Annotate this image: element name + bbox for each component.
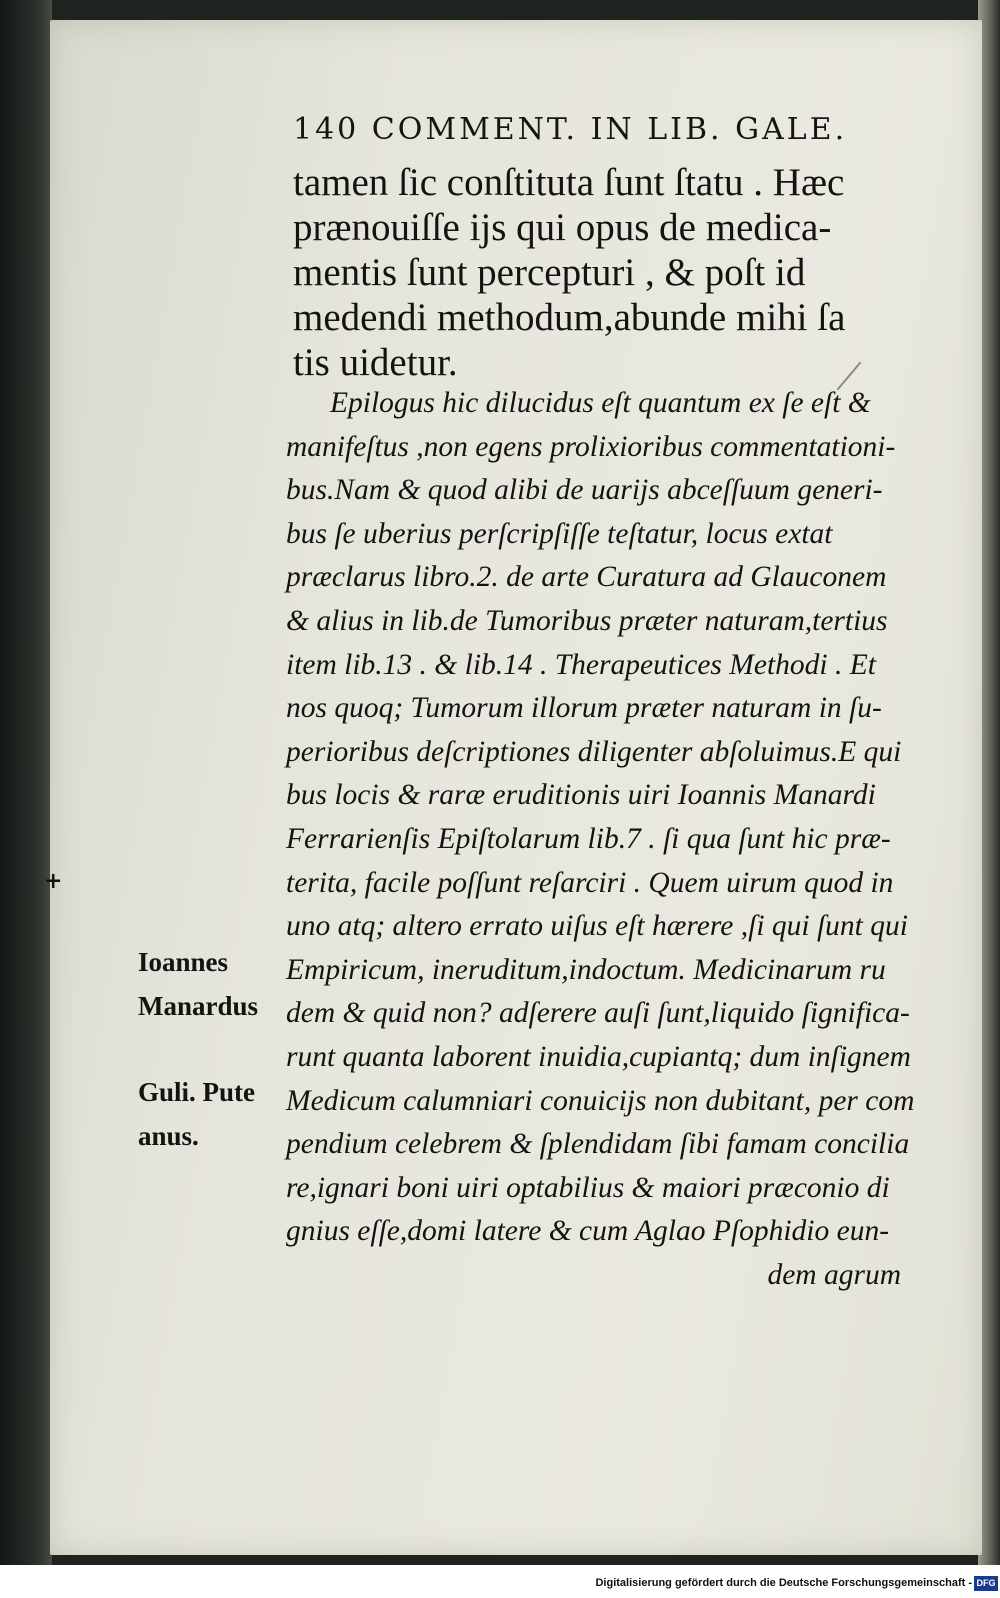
main-text-line: mentis ſunt percepturi , & poſt id	[293, 251, 806, 294]
commentary-line: perioribus deſcriptiones diligenter abſoluimus.E qui	[286, 735, 902, 768]
commentary-line: bus ſe uberius perſcripſiſſe teſtatur, locus extat	[286, 517, 833, 550]
margin-note-line: Guli. Pute	[138, 1077, 256, 1107]
running-head: 140 COMMENT. IN LIB. GALE.	[293, 112, 848, 147]
commentary-line: item lib.13 . & lib.14 . Therapeutices Methodi . Et	[286, 648, 876, 681]
margin-note-line: Manardus	[138, 991, 259, 1021]
main-text-block	[293, 160, 918, 385]
margin-note-manardus	[138, 940, 258, 1028]
footer-bar	[0, 1565, 1000, 1598]
margin-cross-mark: +	[44, 868, 63, 894]
commentary-line: præclarus libro.2. de arte Curatura ad Glauconem	[286, 561, 887, 594]
commentary-line: uno atq; altero errato uiſus eſt hærere ,ſi qui ſunt qui	[286, 910, 908, 943]
catchword: dem agrum	[767, 1258, 901, 1291]
margin-note-line: anus.	[138, 1121, 199, 1151]
commentary-line: Empiricum, ineruditum,indoctum. Medicinarum ru	[286, 953, 886, 986]
commentary-line: Epilogus hic dilucidus eſt quantum ex ſe eſt &	[330, 387, 871, 419]
commentary-line: & alius in lib.de Tumoribus præter naturam,tertius	[286, 604, 888, 637]
funding-credit: Digitalisierung gefördert durch die Deutsche Forschungsgemeinschaft -	[595, 1577, 972, 1589]
commentary-block	[286, 382, 915, 1297]
dfg-logo-icon: DFG	[974, 1576, 998, 1591]
margin-note-line: Ioannes	[138, 947, 229, 977]
main-text-line: prænouiſſe ijs qui opus de medica-	[293, 206, 832, 249]
commentary-line: bus.Nam & quod alibi de uarijs abceſſuum generi-	[286, 474, 883, 507]
commentary-line: gnius eſſe,domi latere & cum Aglao Pſophidio eun-	[286, 1215, 890, 1248]
commentary-line: manifeſtus ,non egens prolixioribus commentationi-	[286, 430, 896, 463]
commentary-line: runt quanta laborent inuidia,cupiantq; dum inſignem	[286, 1040, 911, 1073]
commentary-line: pendium celebrem & ſplendidam ſibi famam concilia	[286, 1128, 910, 1161]
commentary-line: Ferrarienſis Epiſtolarum lib.7 . ſi qua ſunt hic præ-	[286, 822, 891, 855]
main-text-line: medendi methodum,abunde mihi ſa	[293, 296, 846, 339]
commentary-line: nos quoq; Tumorum illorum præter naturam in ſu-	[286, 692, 882, 725]
commentary-line: Medicum calumniari conuicijs non dubitant, per com	[286, 1084, 915, 1117]
commentary-line: re,ignari boni uiri optabilius & maiori præconio di	[286, 1171, 890, 1204]
margin-note-puteanus	[138, 1070, 255, 1158]
main-text-line: tamen ſic conſtituta ſunt ſtatu . Hæc	[293, 161, 845, 204]
commentary-line: dem & quid non? adſerere auſi ſunt,liquido ſignifica-	[286, 997, 910, 1030]
commentary-line: bus locis & raræ eruditionis uiri Ioannis Manardi	[286, 779, 876, 812]
commentary-line: terita, facile poſſunt reſarciri . Quem uirum quod in	[286, 866, 894, 899]
main-text-line: tis uidetur.	[293, 341, 458, 384]
scan-edge-left	[0, 0, 52, 1565]
